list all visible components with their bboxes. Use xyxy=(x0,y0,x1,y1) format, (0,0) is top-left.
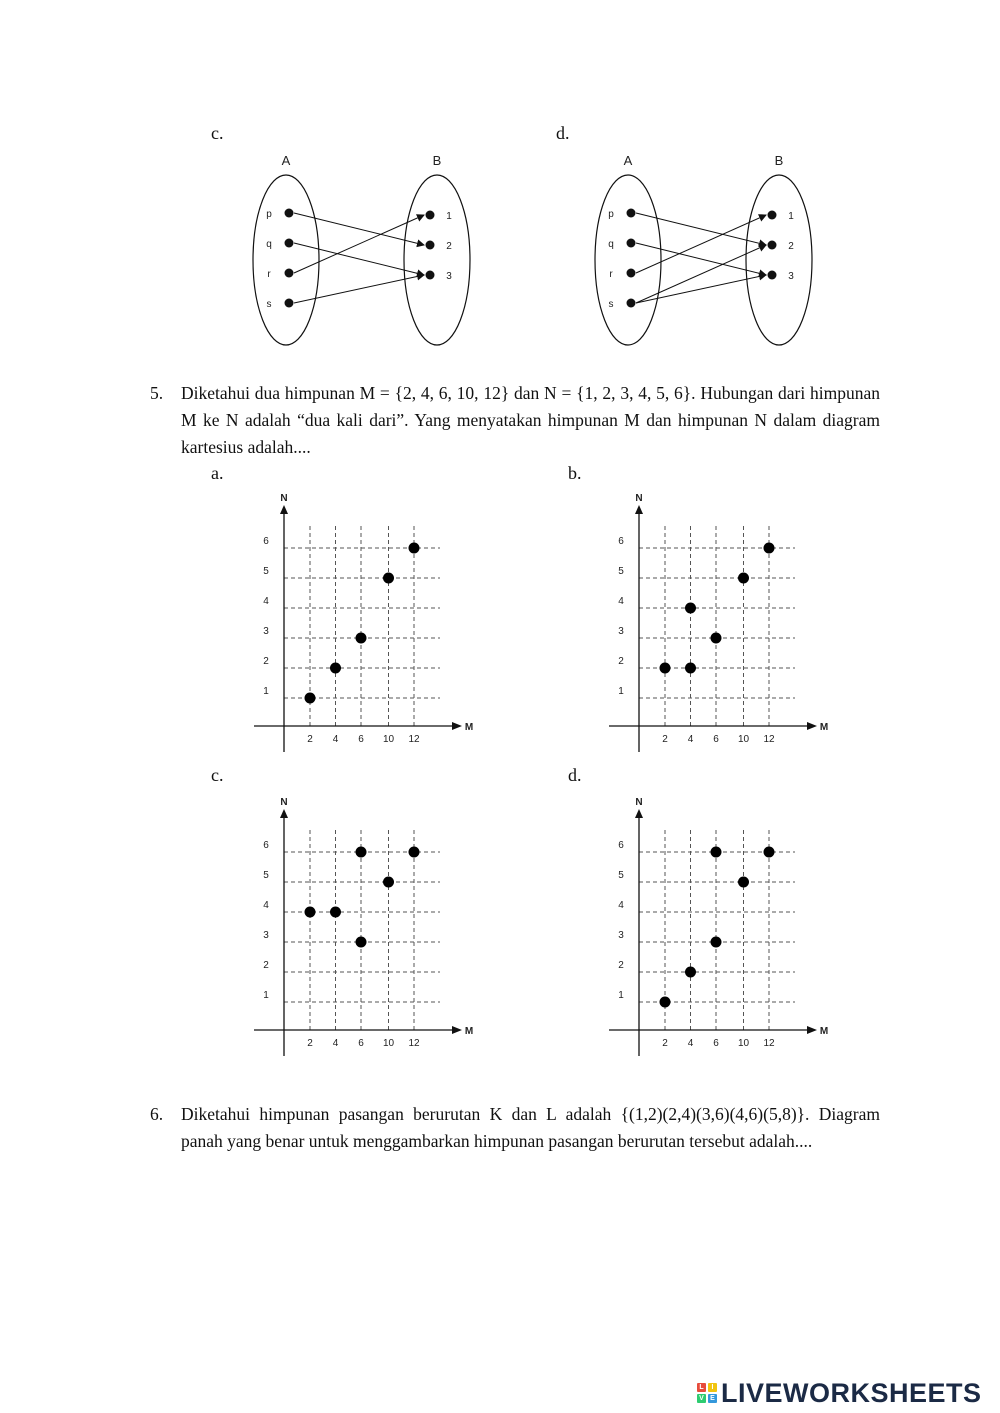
y-tick-label: 3 xyxy=(263,626,269,637)
y-tick-label: 1 xyxy=(263,990,269,1001)
data-point xyxy=(764,543,775,554)
data-point xyxy=(383,877,394,888)
x-tick-label: 6 xyxy=(358,1038,364,1049)
y-tick-label: 6 xyxy=(263,536,269,547)
y-tick-label: 4 xyxy=(618,596,624,607)
y-tick-label: 2 xyxy=(618,960,624,971)
y-tick-label: 6 xyxy=(618,840,624,851)
liveworksheets-logo-text: LIVEWORKSHEETS xyxy=(721,1377,982,1408)
x-tick-label: 12 xyxy=(763,1038,775,1049)
cartesian-chart-c xyxy=(240,792,490,1062)
y-tick-label: 6 xyxy=(618,536,624,547)
y-tick-label: 1 xyxy=(618,990,624,1001)
set-a-element-label: r xyxy=(609,269,613,280)
y-tick-label: 2 xyxy=(618,656,624,667)
data-point xyxy=(711,633,722,644)
question-5-number: 5. xyxy=(150,383,164,403)
liveworksheets-logo-icon xyxy=(697,1383,717,1403)
set-b-element-label: 1 xyxy=(788,211,794,222)
set-a-element-label: q xyxy=(266,239,272,250)
x-tick-label: 6 xyxy=(713,734,719,745)
set-b-element-dot xyxy=(768,271,777,280)
data-point xyxy=(685,967,696,978)
set-b-ellipse xyxy=(746,175,812,345)
data-point xyxy=(356,937,367,948)
question-6-number: 6. xyxy=(150,1104,164,1124)
data-point xyxy=(711,847,722,858)
data-point xyxy=(305,907,316,918)
data-point xyxy=(409,543,420,554)
set-a-element-dot xyxy=(285,269,294,278)
set-a-label: A xyxy=(623,153,633,168)
set-b-element-dot xyxy=(768,241,777,250)
x-axis-label: M xyxy=(819,722,829,733)
data-point xyxy=(764,847,775,858)
mapping-arrow xyxy=(294,275,424,303)
y-axis-arrowhead xyxy=(635,505,643,514)
mapping-arrow xyxy=(636,275,766,303)
set-a-element-dot xyxy=(627,239,636,248)
chart-d-label: d. xyxy=(568,765,582,785)
question-6-text: Diketahui himpunan pasangan berurutan K dan L adalah {(1,2)(2,4)(3,6)(4,6)(5,8)}. Diagram panah yang benar untuk menggambarkan himpunan pasangan berurutan tersebut adalah.... xyxy=(181,1104,880,1151)
y-axis-label: N xyxy=(635,493,643,504)
set-b-element-label: 3 xyxy=(446,271,452,282)
set-a-element-label: p xyxy=(608,209,614,220)
x-tick-label: 4 xyxy=(687,1038,694,1049)
x-axis-arrowhead xyxy=(452,1026,462,1034)
x-tick-label: 2 xyxy=(307,1038,313,1049)
y-tick-label: 4 xyxy=(263,900,269,911)
x-tick-label: 12 xyxy=(408,734,420,745)
y-axis-label: N xyxy=(635,797,643,808)
y-tick-label: 2 xyxy=(263,960,269,971)
set-b-element-dot xyxy=(768,211,777,220)
x-tick-label: 12 xyxy=(408,1038,420,1049)
set-b-element-label: 1 xyxy=(446,211,452,222)
question-6 xyxy=(150,1101,880,1155)
x-axis-arrowhead xyxy=(452,722,462,730)
x-axis-arrowhead xyxy=(807,722,817,730)
data-point xyxy=(356,633,367,644)
mapping-arrow xyxy=(294,213,424,245)
set-b-ellipse xyxy=(404,175,470,345)
x-tick-label: 10 xyxy=(737,734,750,745)
logo-icon-tile: I xyxy=(708,1383,717,1392)
y-tick-label: 4 xyxy=(618,900,624,911)
y-axis-arrowhead xyxy=(635,809,643,818)
chart-b-label: b. xyxy=(568,463,582,483)
data-point xyxy=(685,663,696,674)
y-tick-label: 5 xyxy=(618,566,624,577)
y-tick-label: 3 xyxy=(618,626,624,637)
data-point xyxy=(409,847,420,858)
y-tick-label: 3 xyxy=(263,930,269,941)
chart-c-label: c. xyxy=(211,765,224,785)
x-tick-label: 4 xyxy=(332,734,339,745)
y-tick-label: 5 xyxy=(618,870,624,881)
data-point xyxy=(660,997,671,1008)
set-b-label: B xyxy=(774,153,784,168)
x-tick-label: 10 xyxy=(382,734,395,745)
question-5-text: Diketahui dua himpunan M = {2, 4, 6, 10, 12} dan N = {1, 2, 3, 4, 5, 6}. Hubungan dari himpunan M ke N adalah “dua kali dari”. Yang menyatakan himpunan M dan himpunan N dalam diagram kartesius adalah.... xyxy=(181,383,880,457)
set-a-element-label: q xyxy=(608,239,614,250)
y-axis-label: N xyxy=(280,493,288,504)
x-tick-label: 6 xyxy=(358,734,364,745)
logo-icon-tile: L xyxy=(697,1383,706,1392)
set-a-element-label: s xyxy=(266,299,272,310)
y-tick-label: 2 xyxy=(263,656,269,667)
set-a-element-dot xyxy=(627,299,636,308)
x-tick-label: 2 xyxy=(307,734,313,745)
cartesian-chart-a xyxy=(240,488,490,758)
logo-icon-tile: E xyxy=(708,1394,717,1403)
set-b-element-dot xyxy=(426,271,435,280)
data-point xyxy=(711,937,722,948)
set-a-element-dot xyxy=(285,209,294,218)
x-tick-label: 4 xyxy=(687,734,694,745)
data-point xyxy=(330,663,341,674)
set-a-element-dot xyxy=(627,209,636,218)
x-tick-label: 12 xyxy=(763,734,775,745)
set-b-element-dot xyxy=(426,241,435,250)
set-a-ellipse xyxy=(253,175,319,345)
set-b-element-label: 3 xyxy=(788,271,794,282)
y-tick-label: 1 xyxy=(263,686,269,697)
set-a-label: A xyxy=(281,153,291,168)
data-point xyxy=(330,907,341,918)
x-axis-label: M xyxy=(819,1026,829,1037)
set-a-ellipse xyxy=(595,175,661,345)
y-tick-label: 4 xyxy=(263,596,269,607)
x-axis-label: M xyxy=(464,722,474,733)
cartesian-chart-b xyxy=(595,488,845,758)
data-point xyxy=(685,603,696,614)
logo-icon-tile: V xyxy=(697,1394,706,1403)
y-axis-arrowhead xyxy=(280,809,288,818)
y-tick-label: 3 xyxy=(618,930,624,941)
x-tick-label: 2 xyxy=(662,734,668,745)
option-d-label: d. xyxy=(556,123,570,143)
x-tick-label: 4 xyxy=(332,1038,339,1049)
set-a-element-dot xyxy=(285,299,294,308)
data-point xyxy=(738,877,749,888)
set-a-element-dot xyxy=(627,269,636,278)
data-point xyxy=(738,573,749,584)
set-a-element-label: p xyxy=(266,209,272,220)
set-a-element-label: r xyxy=(267,269,271,280)
data-point xyxy=(383,573,394,584)
set-b-element-dot xyxy=(426,211,435,220)
set-a-element-label: s xyxy=(608,299,614,310)
data-point xyxy=(356,847,367,858)
y-tick-label: 1 xyxy=(618,686,624,697)
x-tick-label: 10 xyxy=(382,1038,395,1049)
option-c-label: c. xyxy=(211,123,224,143)
y-tick-label: 6 xyxy=(263,840,269,851)
question-5 xyxy=(150,380,880,461)
set-b-element-label: 2 xyxy=(446,241,452,252)
set-b-element-label: 2 xyxy=(788,241,794,252)
liveworksheets-logo xyxy=(697,1378,982,1408)
chart-a-label: a. xyxy=(211,463,224,483)
x-axis-arrowhead xyxy=(807,1026,817,1034)
x-tick-label: 2 xyxy=(662,1038,668,1049)
x-tick-label: 6 xyxy=(713,1038,719,1049)
x-axis-label: M xyxy=(464,1026,474,1037)
arrow-diagram-c xyxy=(240,145,480,360)
y-axis-label: N xyxy=(280,797,288,808)
cartesian-chart-d xyxy=(595,792,845,1062)
y-tick-label: 5 xyxy=(263,566,269,577)
data-point xyxy=(305,693,316,704)
set-a-element-dot xyxy=(285,239,294,248)
x-tick-label: 10 xyxy=(737,1038,750,1049)
mapping-arrow xyxy=(636,213,766,245)
y-tick-label: 5 xyxy=(263,870,269,881)
data-point xyxy=(660,663,671,674)
y-axis-arrowhead xyxy=(280,505,288,514)
arrow-diagram-d xyxy=(582,145,832,360)
set-b-label: B xyxy=(432,153,442,168)
